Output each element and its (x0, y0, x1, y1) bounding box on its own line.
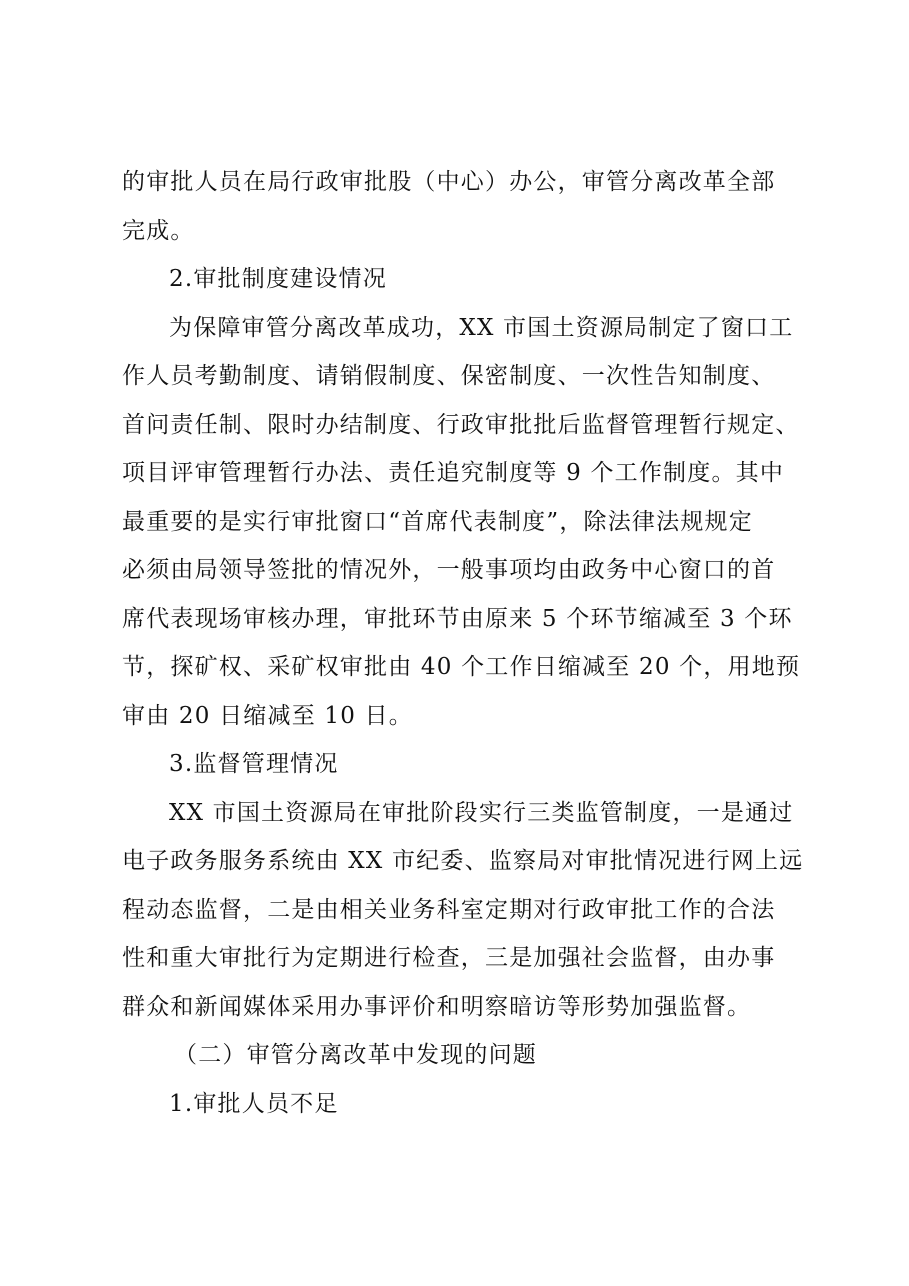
text-line: 项目评审管理暂行办法、责任追究制度等 9 个工作制度。其中 (122, 460, 785, 486)
text-line: 节，探矿权、采矿权审批由 40 个工作日缩减至 20 个，用地预 (122, 654, 801, 680)
document-body (122, 158, 822, 1128)
text-line: 程动态监督，二是由相关业务科室定期对行政审批工作的合法 (122, 896, 776, 923)
text-line: 作人员考勤制度、请销假制度、保密制度、一次性告知制度、 (122, 363, 776, 389)
text-line: 必须由局领导签批的情况外，一般事项均由政务中心窗口的首 (122, 557, 776, 583)
text-line: 完成。 (122, 217, 195, 244)
section-heading: 1.审批人员不足 (169, 1090, 339, 1117)
text-line: 审由 20 日缩减至 10 日。 (122, 702, 413, 729)
text-line: 为保障审管分离改革成功，XX 市国土资源局制定了窗口工 (169, 314, 794, 341)
text-line: 性和重大审批行为定期进行检查，三是加强社会监督，由办事 (122, 945, 776, 971)
text-line: 电子政务服务系统由 XX 市纪委、监察局对审批情况进行网上远 (122, 848, 804, 874)
text-line: 席代表现场审核办理，审批环节由原来 5 个环节缩减至 3 个环 (122, 605, 793, 632)
text-line: 最重要的是实行审批窗口“首席代表制度”，除法律法规规定 (122, 508, 753, 535)
section-heading: 3.监督管理情况 (169, 751, 339, 777)
text-line: 的审批人员在局行政审批股（中心）办公，审管分离改革全部 (122, 169, 776, 195)
text-line: XX 市国土资源局在审批阶段实行三类监管制度，一是通过 (169, 799, 794, 826)
text-line: 群众和新闻媒体采用办事评价和明察暗访等形势加强监督。 (122, 993, 752, 1020)
section-heading: （二）审管分离改革中发现的问题 (174, 1042, 537, 1068)
text-line: 首问责任制、限时办结制度、行政审批批后监督管理暂行规定、 (122, 411, 800, 438)
section-heading: 2.审批制度建设情况 (169, 266, 387, 292)
